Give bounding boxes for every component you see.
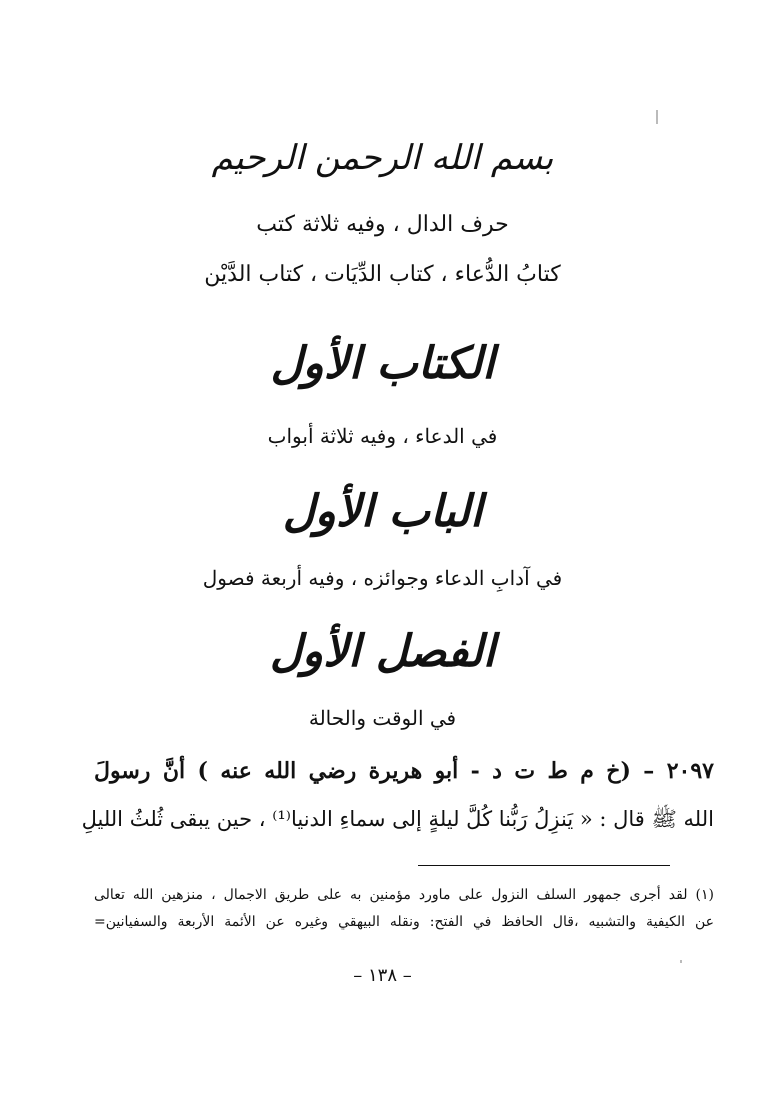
footnote-line-1: (١) لقد أجرى جمهور السلف النزول على ماورد مؤمنين به على طريق الاجمال ، منزهين الله تعالى bbox=[94, 887, 714, 903]
hadith-line-1: ٢٠٩٧ – (خ م ط ت د - أبو هريرة رضي الله عنه ) أنَّ رسولَ bbox=[94, 758, 714, 784]
books-list: كتابُ الدُّعاء ، كتاب الدِّيَات ، كتاب الدَّيْن bbox=[204, 262, 561, 287]
scan-speck bbox=[680, 960, 682, 963]
scan-speck bbox=[656, 110, 658, 124]
page-number: – ١٣٨ – bbox=[353, 965, 412, 986]
hadith-line-2: الله ﷺ قال : « يَنزِلُ رَبُّنا كُلَّ ليلةٍ إلى سماءِ الدنيا⁽¹⁾ ، حين يبقى ثُلثُ الليلِ bbox=[81, 807, 714, 831]
section-subtitle: في الوقت والحالة bbox=[308, 706, 457, 730]
basmala: بسم الله الرحمن الرحيم bbox=[211, 138, 554, 178]
footnote-divider bbox=[418, 865, 670, 866]
section-title: الفصل الأول bbox=[269, 626, 496, 677]
footnote-line-2: عن الكيفية والتشبيه ،قال الحافظ في الفتح: ونقله البيهقي وغيره عن الأئمة الأربعة والسفيانين= bbox=[94, 914, 714, 930]
letter-heading: حرف الدال ، وفيه ثلاثة كتب bbox=[256, 212, 509, 237]
book-title: الكتاب الأول bbox=[270, 338, 495, 389]
chapter-subtitle: في آدابِ الدعاء وجوائزه ، وفيه أربعة فصول bbox=[202, 566, 563, 590]
book-subtitle: في الدعاء ، وفيه ثلاثة أبواب bbox=[267, 424, 498, 448]
chapter-title: الباب الأول bbox=[282, 486, 483, 537]
